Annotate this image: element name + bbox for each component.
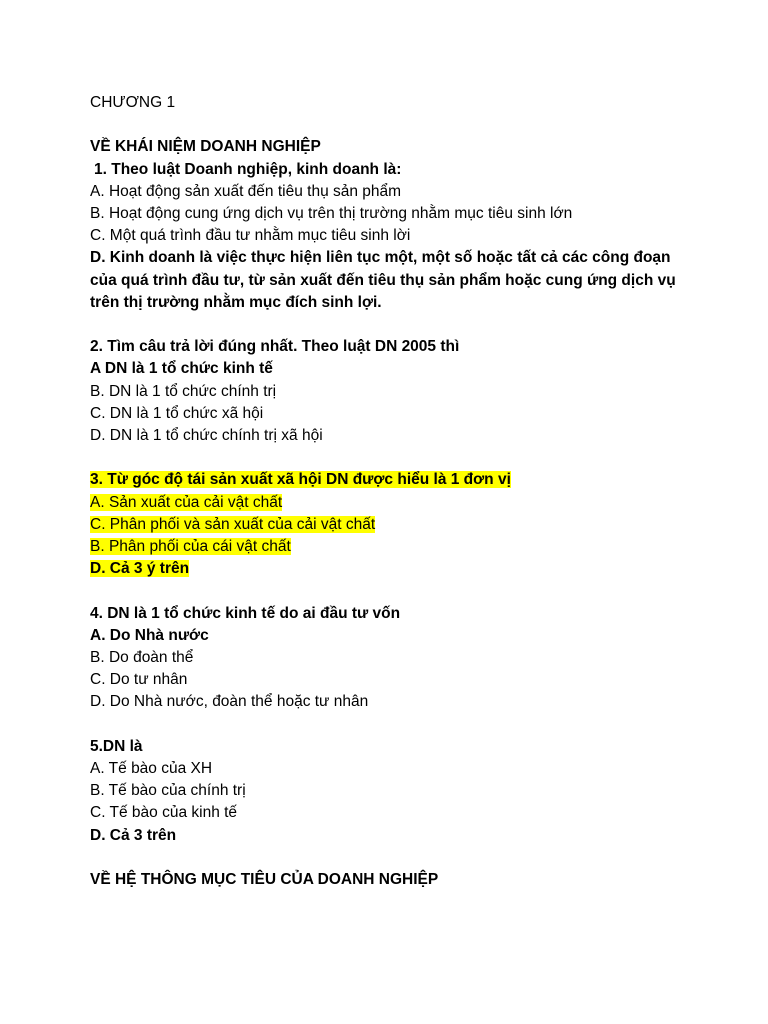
- question-2-option-b: B. DN là 1 tổ chức chính trị: [90, 382, 277, 400]
- question-4: [90, 603, 730, 714]
- spacer: [90, 447, 730, 469]
- question-3-option-b: B. Phân phối của cái vật chất: [90, 538, 291, 556]
- question-1-option-d-line-2: của quá trình đầu tư, từ sản xuất đến tiêu thụ sản phẩm hoặc cung ứng dịch vụ: [90, 271, 676, 289]
- question-3: [90, 469, 730, 580]
- question-3-option-c: C. Phân phối và sản xuất của cải vật chất: [90, 515, 376, 533]
- section-title-concept: VỀ KHÁI NIỆM DOANH NGHIỆP: [90, 138, 321, 156]
- spacer: [90, 114, 730, 136]
- question-4-text: 4. DN là 1 tổ chức kinh tế do ai đầu tư vốn: [90, 604, 401, 622]
- question-5-text: 5.DN là: [90, 737, 143, 755]
- spacer: [90, 714, 730, 736]
- document-page: [90, 92, 730, 891]
- question-1: [90, 159, 730, 314]
- question-1-option-b: B. Hoạt động cung ứng dịch vụ trên thị trường nhằm mục tiêu sinh lớn: [90, 205, 573, 222]
- question-5-option-c: C. Tế bào của kinh tế: [90, 804, 238, 822]
- section-title-objectives: VỀ HỆ THÔNG MỤC TIÊU CỦA DOANH NGHIỆP: [90, 871, 439, 889]
- question-4-option-d: D. Do Nhà nước, đoàn thể hoặc tư nhân: [90, 693, 369, 711]
- question-3-option-a: A. Sản xuất của cải vật chất: [90, 493, 283, 511]
- question-4-option-a: A. Do Nhà nước: [90, 626, 209, 644]
- question-1-text: 1. Theo luật Doanh nghiệp, kinh doanh là:: [94, 160, 402, 178]
- question-4-option-c: C. Do tư nhân: [90, 671, 188, 689]
- spacer: [90, 847, 730, 869]
- question-1-option-a: A. Hoạt động sản xuất đến tiêu thụ sản phẩm: [90, 182, 402, 200]
- question-2-option-c: C. DN là 1 tổ chức xã hội: [90, 404, 264, 422]
- question-2-option-a: A DN là 1 tổ chức kinh tế: [90, 360, 273, 378]
- spacer: [90, 580, 730, 602]
- question-2: [90, 336, 730, 447]
- question-5: [90, 736, 730, 847]
- question-1-option-c: C. Một quá trình đầu tư nhằm mục tiêu sinh lời: [90, 227, 411, 245]
- question-2-text: 2. Tìm câu trả lời đúng nhất. Theo luật DN 2005 thì: [90, 338, 460, 356]
- question-4-option-b: B. Do đoàn thể: [90, 649, 194, 667]
- chapter-heading: CHƯƠNG 1: [90, 94, 176, 111]
- question-5-option-d: D. Cả 3 trên: [90, 826, 177, 844]
- question-3-option-d: D. Cả 3 ý trên: [90, 560, 190, 578]
- question-5-option-b: B. Tế bào của chính trị: [90, 782, 246, 800]
- spacer: [90, 314, 730, 336]
- question-2-option-d: D. DN là 1 tổ chức chính trị xã hội: [90, 427, 323, 445]
- question-1-option-d-line-1: D. Kinh doanh là việc thực hiện liên tục một, một số hoặc tất cả các công đoạn: [90, 249, 671, 267]
- question-3-text: 3. Từ góc độ tái sản xuất xã hội DN được hiểu là 1 đơn vị: [90, 471, 511, 489]
- question-1-option-d-line-3: trên thị trường nhằm mục đích sinh lợi.: [90, 293, 382, 311]
- question-5-option-a: A. Tế bào của XH: [90, 760, 213, 778]
